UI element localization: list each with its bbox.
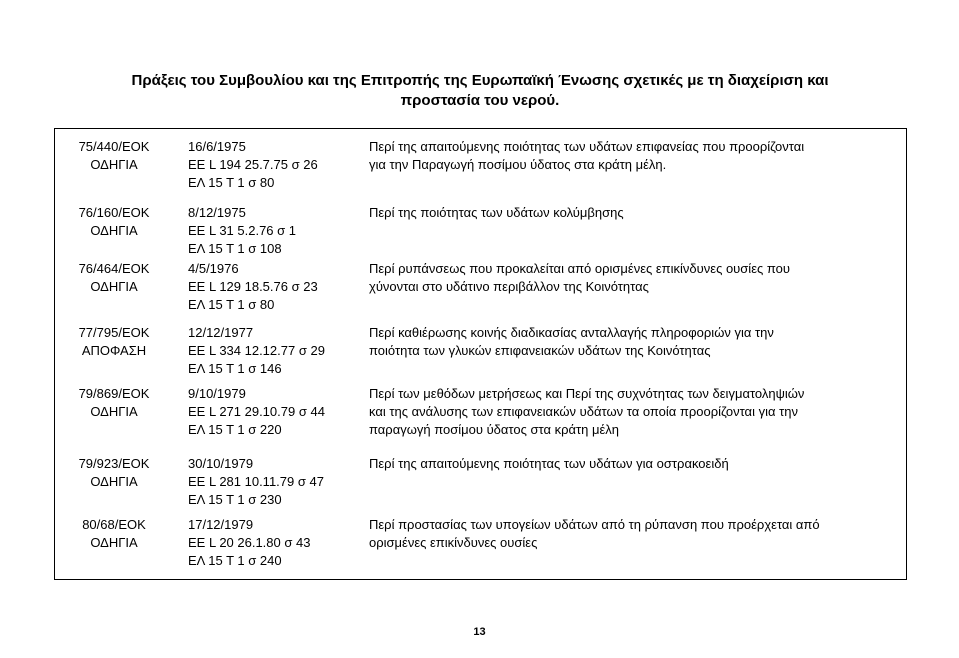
act-code-line: ΟΔΗΓΙΑ [90, 535, 138, 550]
act-description-line: ορισμένες επικίνδυνες ουσίες [369, 535, 538, 550]
act-reference-line: ΕΛ 15 Τ 1 σ 220 [188, 422, 282, 437]
act-code-line: 77/795/ΕΟΚ [78, 325, 150, 340]
act-reference-line: ΕΕ L 271 29.10.79 σ 44 [188, 404, 325, 419]
act-reference-cell [188, 324, 348, 378]
act-reference-line: 16/6/1975 [188, 139, 246, 154]
act-description-line: Περί ρυπάνσεως που προκαλείται από ορισμένες επικίνδυνες ουσίες που [369, 261, 790, 276]
act-description-cell [369, 385, 901, 439]
act-code-cell [55, 260, 173, 296]
act-code-cell [55, 324, 173, 360]
act-description-line: ποιότητα των γλυκών επιφανειακών υδάτων της Κοινότητας [369, 343, 711, 358]
act-reference-line: 4/5/1976 [188, 261, 239, 276]
act-code-cell [55, 516, 173, 552]
act-description-line: Περί της απαιτούμενης ποιότητας των υδάτων για οστρακοειδή [369, 456, 729, 471]
act-code-line: 76/464/ΕΟΚ [78, 261, 150, 276]
act-reference-line: ΕΛ 15 Τ 1 σ 80 [188, 297, 275, 312]
act-reference-cell [188, 138, 348, 192]
act-reference-line: 9/10/1979 [188, 386, 246, 401]
page-number: 13 [473, 626, 486, 638]
acts-table [54, 128, 907, 580]
act-code-line: 79/869/ΕΟΚ [78, 386, 150, 401]
act-reference-line: ΕΕ L 281 10.11.79 σ 47 [188, 474, 324, 489]
act-description-cell [369, 516, 901, 552]
act-code-line: ΑΠΟΦΑΣΗ [81, 343, 147, 358]
act-reference-line: ΕΕ L 20 26.1.80 σ 43 [188, 535, 311, 550]
title-line: προστασία του νερού. [400, 92, 560, 109]
act-description-line: Περί της απαιτούμενης ποιότητας των υδάτων επιφανείας που προορίζονται [369, 139, 805, 154]
document-title [60, 71, 900, 111]
act-description-cell [369, 260, 901, 296]
act-code-cell [55, 138, 173, 174]
act-reference-line: 30/10/1979 [188, 456, 254, 471]
act-description-line: Περί των μεθόδων μετρήσεως και Περί της συχνότητας των δειγματοληψιών [369, 386, 805, 401]
act-description-line: παραγωγή ποσίμου ύδατος στα κράτη μέλη [369, 422, 619, 437]
act-description-cell [369, 204, 901, 222]
act-description-cell [369, 138, 901, 174]
act-reference-line: ΕΛ 15 Τ 1 σ 108 [188, 241, 282, 256]
act-reference-cell [188, 260, 348, 314]
act-reference-line: ΕΛ 15 Τ 1 σ 146 [188, 361, 282, 376]
act-code-line: ΟΔΗΓΙΑ [90, 157, 138, 172]
act-code-line: 75/440/ΕΟΚ [78, 139, 150, 154]
act-code-cell [55, 385, 173, 421]
act-code-cell [55, 204, 173, 240]
act-code-line: ΟΔΗΓΙΑ [90, 404, 138, 419]
act-description-cell [369, 455, 901, 473]
act-description-cell [369, 324, 901, 360]
act-description-line: Περί καθιέρωσης κοινής διαδικασίας ανταλλαγής πληροφοριών για την [369, 325, 774, 340]
act-description-line: για την Παραγωγή ποσίμου ύδατος στα κράτη μέλη. [369, 157, 667, 172]
act-reference-cell [188, 516, 348, 570]
act-reference-cell [188, 204, 348, 258]
act-code-cell [55, 455, 173, 491]
act-reference-line: ΕΛ 15 Τ 1 σ 230 [188, 492, 282, 507]
act-reference-line: ΕΛ 15 Τ 1 σ 240 [188, 553, 282, 568]
act-code-line: 76/160/ΕΟΚ [78, 205, 150, 220]
act-reference-line: ΕΕ L 194 25.7.75 σ 26 [188, 157, 318, 172]
act-code-line: ΟΔΗΓΙΑ [90, 279, 138, 294]
act-description-line: χύνονται στο υδάτινο περιβάλλον της Κοινότητας [369, 279, 649, 294]
title-line: Πράξεις του Συμβουλίου και της Επιτροπής της Ευρωπαϊκή Ένωσης σχετικές με τη διαχείριση και [131, 72, 829, 89]
act-description-line: Περί της ποιότητας των υδάτων κολύμβησης [369, 205, 624, 220]
act-code-line: 80/68/ΕΟΚ [82, 517, 146, 532]
act-code-line: ΟΔΗΓΙΑ [90, 223, 138, 238]
act-code-line: ΟΔΗΓΙΑ [90, 474, 138, 489]
act-reference-line: 12/12/1977 [188, 325, 254, 340]
act-description-line: και της ανάλυσης των επιφανειακών υδάτων τα οποία προορίζονται για την [369, 404, 798, 419]
act-reference-line: ΕΕ L 334 12.12.77 σ 29 [188, 343, 325, 358]
act-description-line: Περί προστασίας των υπογείων υδάτων από τη ρύπανση που προέρχεται από [369, 517, 820, 532]
act-reference-cell [188, 455, 348, 509]
act-reference-line: ΕΛ 15 Τ 1 σ 80 [188, 175, 275, 190]
act-code-line: 79/923/ΕΟΚ [78, 456, 150, 471]
act-reference-cell [188, 385, 348, 439]
act-reference-line: ΕΕ L 129 18.5.76 σ 23 [188, 279, 318, 294]
act-reference-line: 17/12/1979 [188, 517, 254, 532]
act-reference-line: 8/12/1975 [188, 205, 246, 220]
act-reference-line: ΕΕ L 31 5.2.76 σ 1 [188, 223, 297, 238]
